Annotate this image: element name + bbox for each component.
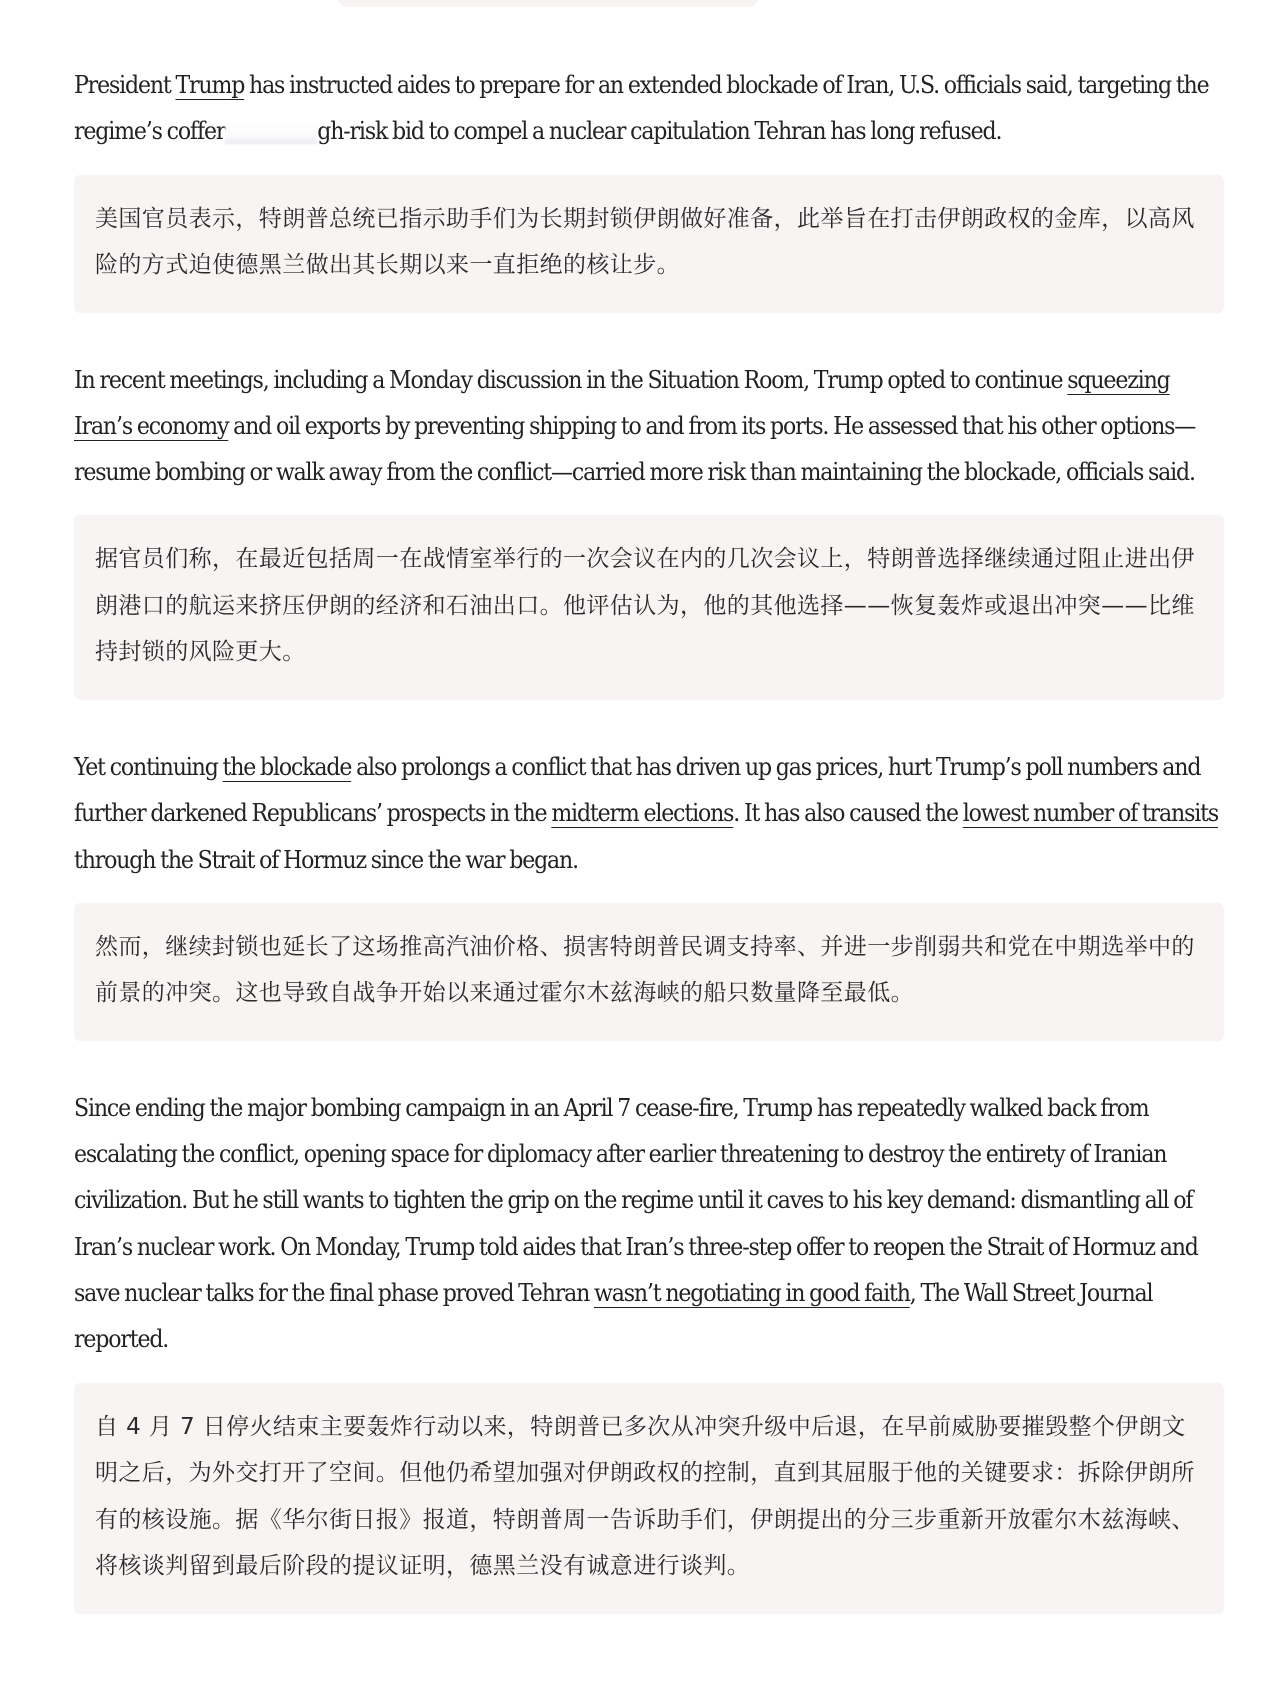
english-paragraph-4 xyxy=(74,1085,1224,1363)
chinese-translation-box-1 xyxy=(74,175,1224,313)
chinese-translation-box-4 xyxy=(74,1383,1224,1614)
text-segment: gh-risk bid to compel a nuclear capitulation Tehran has long refused. xyxy=(317,116,1002,146)
text-segment: and oil exports by preventing shipping to and from its ports. He assessed that his other options—resume bombing or walk away from the conflict—carried more risk than maintaining the blockade, officials said. xyxy=(74,410,1196,487)
link-wasnt-negotiating-in-good-faith[interactable]: wasn’t negotiating in good faith xyxy=(594,1278,910,1308)
text-segment: also prolongs a conflict that has driven up gas prices, hurt Trump’s poll numbers and further darkened Republicans’ prospects in the xyxy=(74,751,1201,828)
chinese-translation-box-3 xyxy=(74,903,1224,1041)
link-midterm-elections[interactable]: midterm elections xyxy=(551,798,734,828)
translation-text: 据官员们称，在最近包括周一在战情室举行的一次会议在内的几次会议上，特朗普选择继续通过阻止进出伊朗港口的航运来挤压伊朗的经济和石油出口。他评估认为，他的其他选择——恢复轰炸或退出冲突——比维持封锁的风险更大。 xyxy=(95,546,1195,666)
article-body xyxy=(74,62,1224,1614)
link-the-blockade[interactable]: the blockade xyxy=(222,751,352,781)
translation-text: 美国官员表示，特朗普总统已指示助手们为长期封锁伊朗做好准备，此举旨在打击伊朗政权的金库，以高风险的方式迫使德黑兰做出其长期以来一直拒绝的核让步。 xyxy=(95,205,1195,279)
text-segment: Yet continuing xyxy=(74,751,223,781)
link-trump[interactable]: Trump xyxy=(175,70,245,99)
text-segment: In recent meetings, including a Monday discussion in the Situation Room, Trump opted to continue xyxy=(74,364,1068,394)
text-segment: Since ending the major bombing campaign in an April 7 cease-fire, Trump has repeatedly walked back from escalating the conflict, opening space for diplomacy after earlier threatening to destroy the entirety of Iranian civilization. But he still wants to tighten the grip on the regime until it caves to his key demand: dismantling all of Iran’s nuclear work. On Monday, Trump told aides that Iran’s three-step offer to reopen the Strait of Hormuz and save nuclear talks for the final phase proved Tehran xyxy=(74,1092,1198,1308)
english-paragraph-1 xyxy=(74,62,1224,155)
english-paragraph-3 xyxy=(74,744,1224,883)
chinese-translation-box-2 xyxy=(74,515,1224,700)
english-paragraph-2 xyxy=(74,357,1224,496)
text-segment: through the Strait of Hormuz since the war began. xyxy=(74,844,578,874)
translation-text: 自 4 月 7 日停火结束主要轰炸行动以来，特朗普已多次从冲突升级中后退，在早前威胁要摧毁整个伊朗文明之后，为外交打开了空间。但他仍希望加强对伊朗政权的控制，直到其屈服于他的关键要求：拆除伊朗所有的核设施。据《华尔街日报》报道，特朗普周一告诉助手们，伊朗提出的分三步重新开放霍尔木兹海峡、将核谈判留到最后阶段的提议证明，德黑兰没有诚意进行谈判。 xyxy=(95,1413,1195,1580)
text-segment: President xyxy=(74,70,176,99)
text-segment: . It has also caused the xyxy=(733,798,963,828)
previous-translation-box-edge xyxy=(338,0,758,7)
link-squeezing-irans-economy[interactable]: squeezing Iran’s economy xyxy=(74,364,1170,440)
link-lowest-number-of-transits[interactable]: lowest number of transits xyxy=(962,798,1218,828)
translation-text: 然而，继续封锁也延长了这场推高汽油价格、损害特朗普民调支持率、并进一步削弱共和党在中期选举中的前景的冲突。这也导致自战争开始以来通过霍尔木兹海峡的船只数量降至最低。 xyxy=(95,933,1195,1007)
redaction-blur-overlay xyxy=(225,120,317,144)
text-segment: , The Wall Street Journal reported. xyxy=(74,1278,1153,1354)
text-segment: has instructed aides to prepare for an extended blockade of Iran, U.S. officials said, targeting the regime’s coffer xyxy=(74,70,1209,146)
